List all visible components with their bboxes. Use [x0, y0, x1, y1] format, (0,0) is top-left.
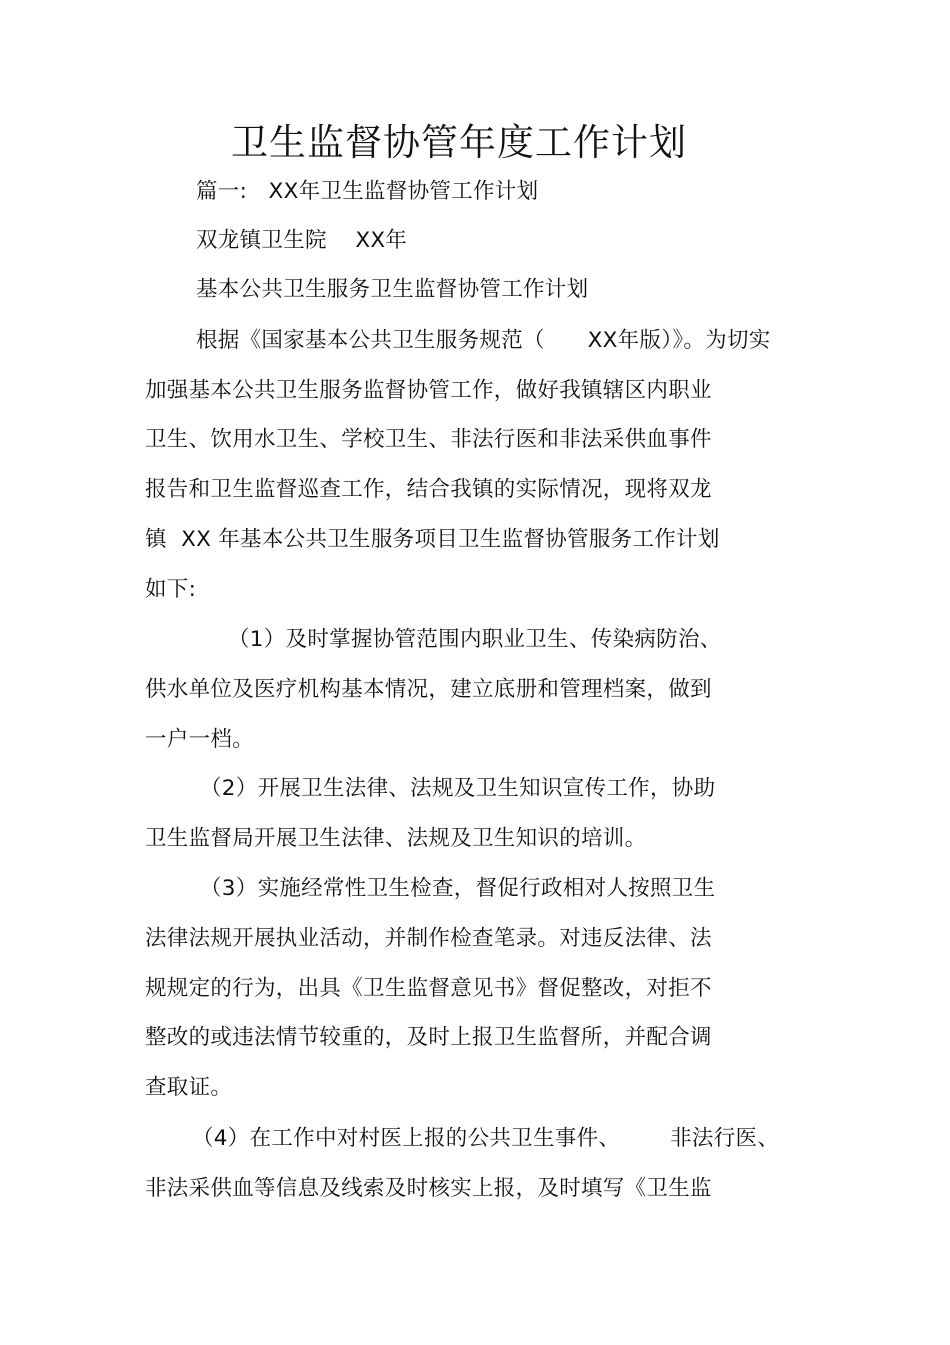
text-line: 加强基本公共卫生服务监督协管工作，做好我镇辖区内职业 [145, 378, 712, 403]
text-line: 卫生、饮用水卫生、学校卫生、非法行医和非法采供血事件 [145, 427, 712, 452]
text-line: 一户一档。 [145, 727, 255, 752]
text-line: 供水单位及医疗机构基本情况，建立底册和管理档案，做到 [145, 677, 712, 702]
text-line: 整改的或违法情节较重的，及时上报卫生监督所，并配合调 [145, 1025, 712, 1050]
text-line: 规规定的行为，出具《卫生监督意见书》督促整改，对拒不 [145, 976, 712, 1001]
text-line: 非法采供血等信息及线索及时核实上报，及时填写《卫生监 [145, 1176, 712, 1201]
text-line: 法律法规开展执业活动，并制作检查笔录。对违反法律、法 [145, 926, 712, 951]
text-line: （3）实施经常性卫生检查，督促行政相对人按照卫生 [200, 876, 716, 901]
text-line: 镇 XX 年基本公共卫生服务项目卫生监督协管服务工作计划 [145, 527, 720, 552]
text-line: 基本公共卫生服务卫生监督协管工作计划 [196, 277, 589, 302]
text-line: 篇一: XX年卫生监督协管工作计划 [196, 179, 539, 204]
text-line: （2）开展卫生法律、法规及卫生知识宣传工作，协助 [200, 776, 716, 801]
text-line: （1）及时掌握协管范围内职业卫生、传染病防治、 [228, 627, 722, 652]
text-line: （4）在工作中对村医上报的公共卫生事件、 非法行医、 [192, 1126, 780, 1151]
text-line: 根据《国家基本公共卫生服务规范（ XX年版）》。为切实 [196, 328, 771, 353]
document-title: 卫生监督协管年度工作计划 [231, 121, 687, 164]
text-line: 如下: [145, 577, 197, 602]
text-line: 卫生监督局开展卫生法律、法规及卫生知识的培训。 [145, 826, 647, 851]
text-line: 查取证。 [145, 1075, 233, 1100]
text-line: 双龙镇卫生院 XX年 [196, 228, 408, 253]
text-line: 报告和卫生监督巡查工作，结合我镇的实际情况，现将双龙 [145, 477, 712, 502]
